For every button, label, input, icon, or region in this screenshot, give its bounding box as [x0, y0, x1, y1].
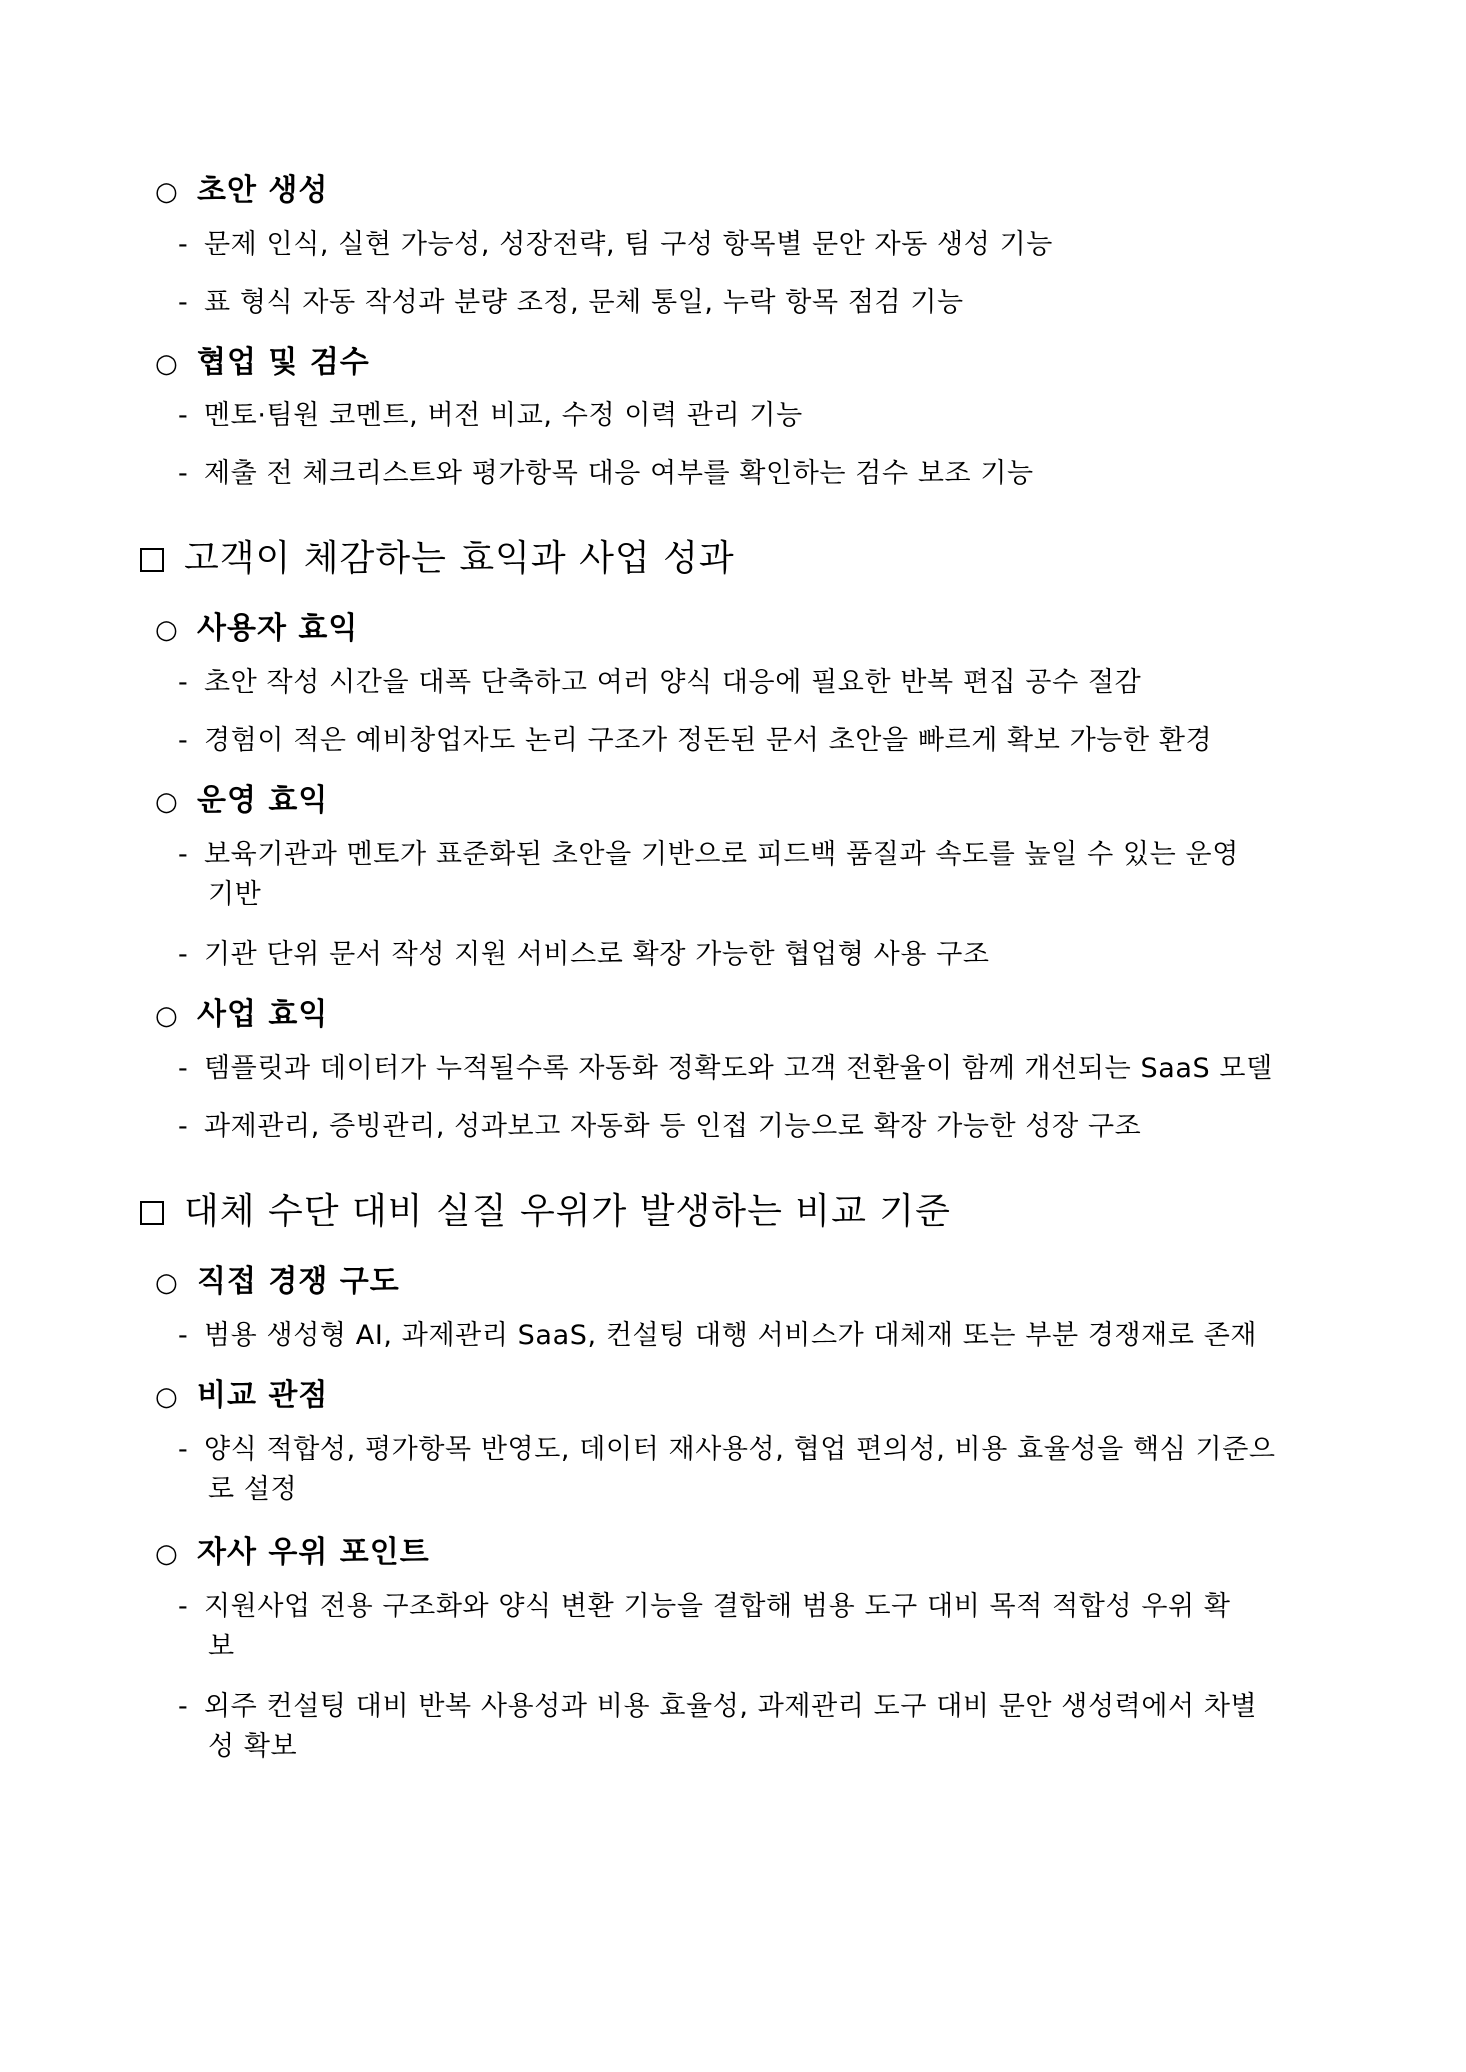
list-item: - 템플릿과 데이터가 누적될수록 자동화 정확도와 고객 전환율이 함께 개선되는 SaaS 모델: [178, 1053, 1273, 1084]
subsection-heading: ○ 사용자 효익: [155, 611, 359, 646]
list-item: - 과제관리, 증빙관리, 성과보고 자동화 등 인접 기능으로 확장 가능한 성장 구조: [178, 1111, 1142, 1142]
list-item: - 제출 전 체크리스트와 평가항목 대응 여부를 확인하는 검수 보조 기능: [178, 458, 1034, 489]
list-item-continuation: 로 설정: [208, 1474, 298, 1505]
subsection-heading: ○ 협업 및 검수: [155, 345, 370, 380]
section-heading: 고객이 체감하는 효익과 사업 성과: [140, 530, 735, 581]
circle-bullet-icon: ○: [155, 1001, 179, 1031]
subsection-heading: ○ 초안 생성: [155, 173, 329, 208]
subsection-heading: ○ 사업 효익: [155, 997, 329, 1032]
subsection-heading: ○ 직접 경쟁 구도: [155, 1264, 400, 1299]
list-item-continuation: 보: [208, 1631, 235, 1662]
list-item: - 멘토·팀원 코멘트, 버전 비교, 수정 이력 관리 기능: [178, 400, 803, 431]
circle-bullet-icon: ○: [155, 177, 179, 207]
list-item: - 지원사업 전용 구조화와 양식 변환 기능을 결합해 범용 도구 대비 목적 적합성 우위 확: [178, 1591, 1231, 1622]
circle-bullet-icon: ○: [155, 349, 179, 379]
list-item: - 양식 적합성, 평가항목 반영도, 데이터 재사용성, 협업 편의성, 비용 효율성을 핵심 기준으: [178, 1434, 1276, 1465]
list-item: - 기관 단위 문서 작성 지원 서비스로 확장 가능한 협업형 사용 구조: [178, 939, 990, 970]
list-item: - 문제 인식, 실현 가능성, 성장전략, 팀 구성 항목별 문안 자동 생성 기능: [178, 229, 1053, 260]
list-item: - 경험이 적은 예비창업자도 논리 구조가 정돈된 문서 초안을 빠르게 확보 가능한 환경: [178, 725, 1213, 756]
list-item-continuation: 기반: [208, 879, 262, 910]
circle-bullet-icon: ○: [155, 615, 179, 645]
circle-bullet-icon: ○: [155, 787, 179, 817]
section-heading: 대체 수단 대비 실질 우위가 발생하는 비교 기준: [140, 1183, 951, 1234]
subsection-heading: ○ 비교 관점: [155, 1378, 329, 1413]
list-item: - 초안 작성 시간을 대폭 단축하고 여러 양식 대응에 필요한 반복 편집 공수 절감: [178, 667, 1142, 698]
list-item: - 표 형식 자동 작성과 분량 조정, 문체 통일, 누락 항목 점검 기능: [178, 287, 964, 318]
checkbox-square-icon: [140, 1201, 164, 1225]
list-item: - 보육기관과 멘토가 표준화된 초안을 기반으로 피드백 품질과 속도를 높일 수 있는 운영: [178, 839, 1239, 870]
checkbox-square-icon: [140, 548, 164, 572]
list-item-continuation: 성 확보: [208, 1731, 298, 1762]
subsection-heading: ○ 운영 효익: [155, 783, 329, 818]
circle-bullet-icon: ○: [155, 1382, 179, 1412]
circle-bullet-icon: ○: [155, 1539, 179, 1569]
list-item: - 범용 생성형 AI, 과제관리 SaaS, 컨설팅 대행 서비스가 대체재 또는 부분 경쟁재로 존재: [178, 1320, 1258, 1351]
circle-bullet-icon: ○: [155, 1268, 179, 1298]
list-item: - 외주 컨설팅 대비 반복 사용성과 비용 효율성, 과제관리 도구 대비 문안 생성력에서 차별: [178, 1691, 1258, 1722]
subsection-heading: ○ 자사 우위 포인트: [155, 1535, 430, 1570]
